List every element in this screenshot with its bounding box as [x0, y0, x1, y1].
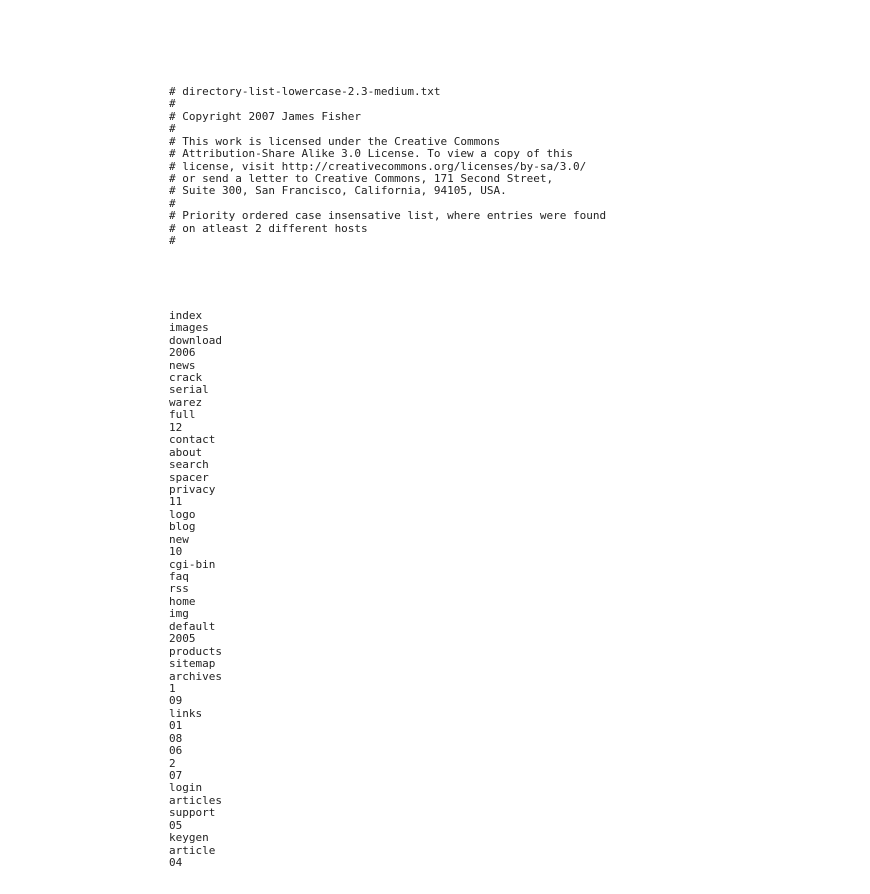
- wordlist-text: [169, 61, 606, 894]
- list-item: 05: [169, 818, 183, 832]
- list-item: serial: [169, 383, 209, 397]
- comment-line: #: [169, 234, 176, 248]
- list-item: products: [169, 644, 222, 658]
- comment-line: #: [169, 196, 176, 210]
- list-item: 07: [169, 769, 183, 783]
- comment-line: #: [169, 122, 176, 136]
- blank-line: [169, 273, 606, 285]
- list-item: faq: [169, 570, 189, 584]
- list-item: img: [169, 607, 189, 621]
- list-item: support: [169, 806, 216, 820]
- list-item: 06: [169, 744, 183, 758]
- comment-line: # on atleast 2 different hosts: [169, 221, 368, 235]
- list-item: cgi-bin: [169, 557, 216, 571]
- list-item: crack: [169, 371, 203, 385]
- comment-line: # This work is licensed under the Creative Commons: [169, 134, 501, 148]
- list-item: links: [169, 706, 203, 720]
- list-item: 2: [169, 756, 176, 770]
- list-item: images: [169, 321, 209, 335]
- comment-line: # Attribution-Share Alike 3.0 License. To view a copy of this: [169, 147, 573, 161]
- list-item: 10: [169, 545, 183, 559]
- comment-line: # directory-list-lowercase-2.3-medium.txt: [169, 84, 441, 98]
- list-item: sitemap: [169, 657, 216, 671]
- list-item: home: [169, 594, 196, 608]
- comment-line: #: [169, 97, 176, 111]
- entry-list: [169, 310, 606, 870]
- list-item: 2006: [169, 346, 196, 360]
- list-item: index: [169, 308, 203, 322]
- comment-line: # Copyright 2007 James Fisher: [169, 109, 362, 123]
- list-item: rss: [169, 582, 189, 596]
- list-item: logo: [169, 507, 196, 521]
- comment-line: # Suite 300, San Francisco, California, 94105, USA.: [169, 184, 507, 198]
- list-item: 12: [169, 420, 183, 434]
- list-item: search: [169, 458, 209, 472]
- list-item: new: [169, 532, 189, 546]
- list-item: 11: [169, 495, 183, 509]
- list-item: login: [169, 781, 203, 795]
- list-item: warez: [169, 395, 203, 409]
- list-item: 08: [169, 731, 183, 745]
- list-item: privacy: [169, 482, 216, 496]
- list-item: default: [169, 619, 216, 633]
- list-item: archives: [169, 669, 222, 683]
- comment-line: # Priority ordered case insensative list, where entries were found: [169, 209, 607, 223]
- comment-line: # or send a letter to Creative Commons, 171 Second Street,: [169, 171, 554, 185]
- list-item: spacer: [169, 470, 209, 484]
- list-item: 01: [169, 719, 183, 733]
- list-item: news: [169, 358, 196, 372]
- list-item: contact: [169, 433, 216, 447]
- list-item: 1: [169, 681, 176, 695]
- list-item: full: [169, 408, 196, 422]
- list-item: 2005: [169, 632, 196, 646]
- list-item: download: [169, 333, 222, 347]
- list-item: articles: [169, 793, 222, 807]
- comment-line: # license, visit http://creativecommons.org/licenses/by-sa/3.0/: [169, 159, 587, 173]
- list-item: article: [169, 843, 216, 857]
- header-comments: [169, 86, 606, 248]
- list-item: keygen: [169, 831, 209, 845]
- list-item: 09: [169, 694, 183, 708]
- list-item: blog: [169, 520, 196, 534]
- list-item: 04: [169, 856, 183, 870]
- list-item: about: [169, 445, 203, 459]
